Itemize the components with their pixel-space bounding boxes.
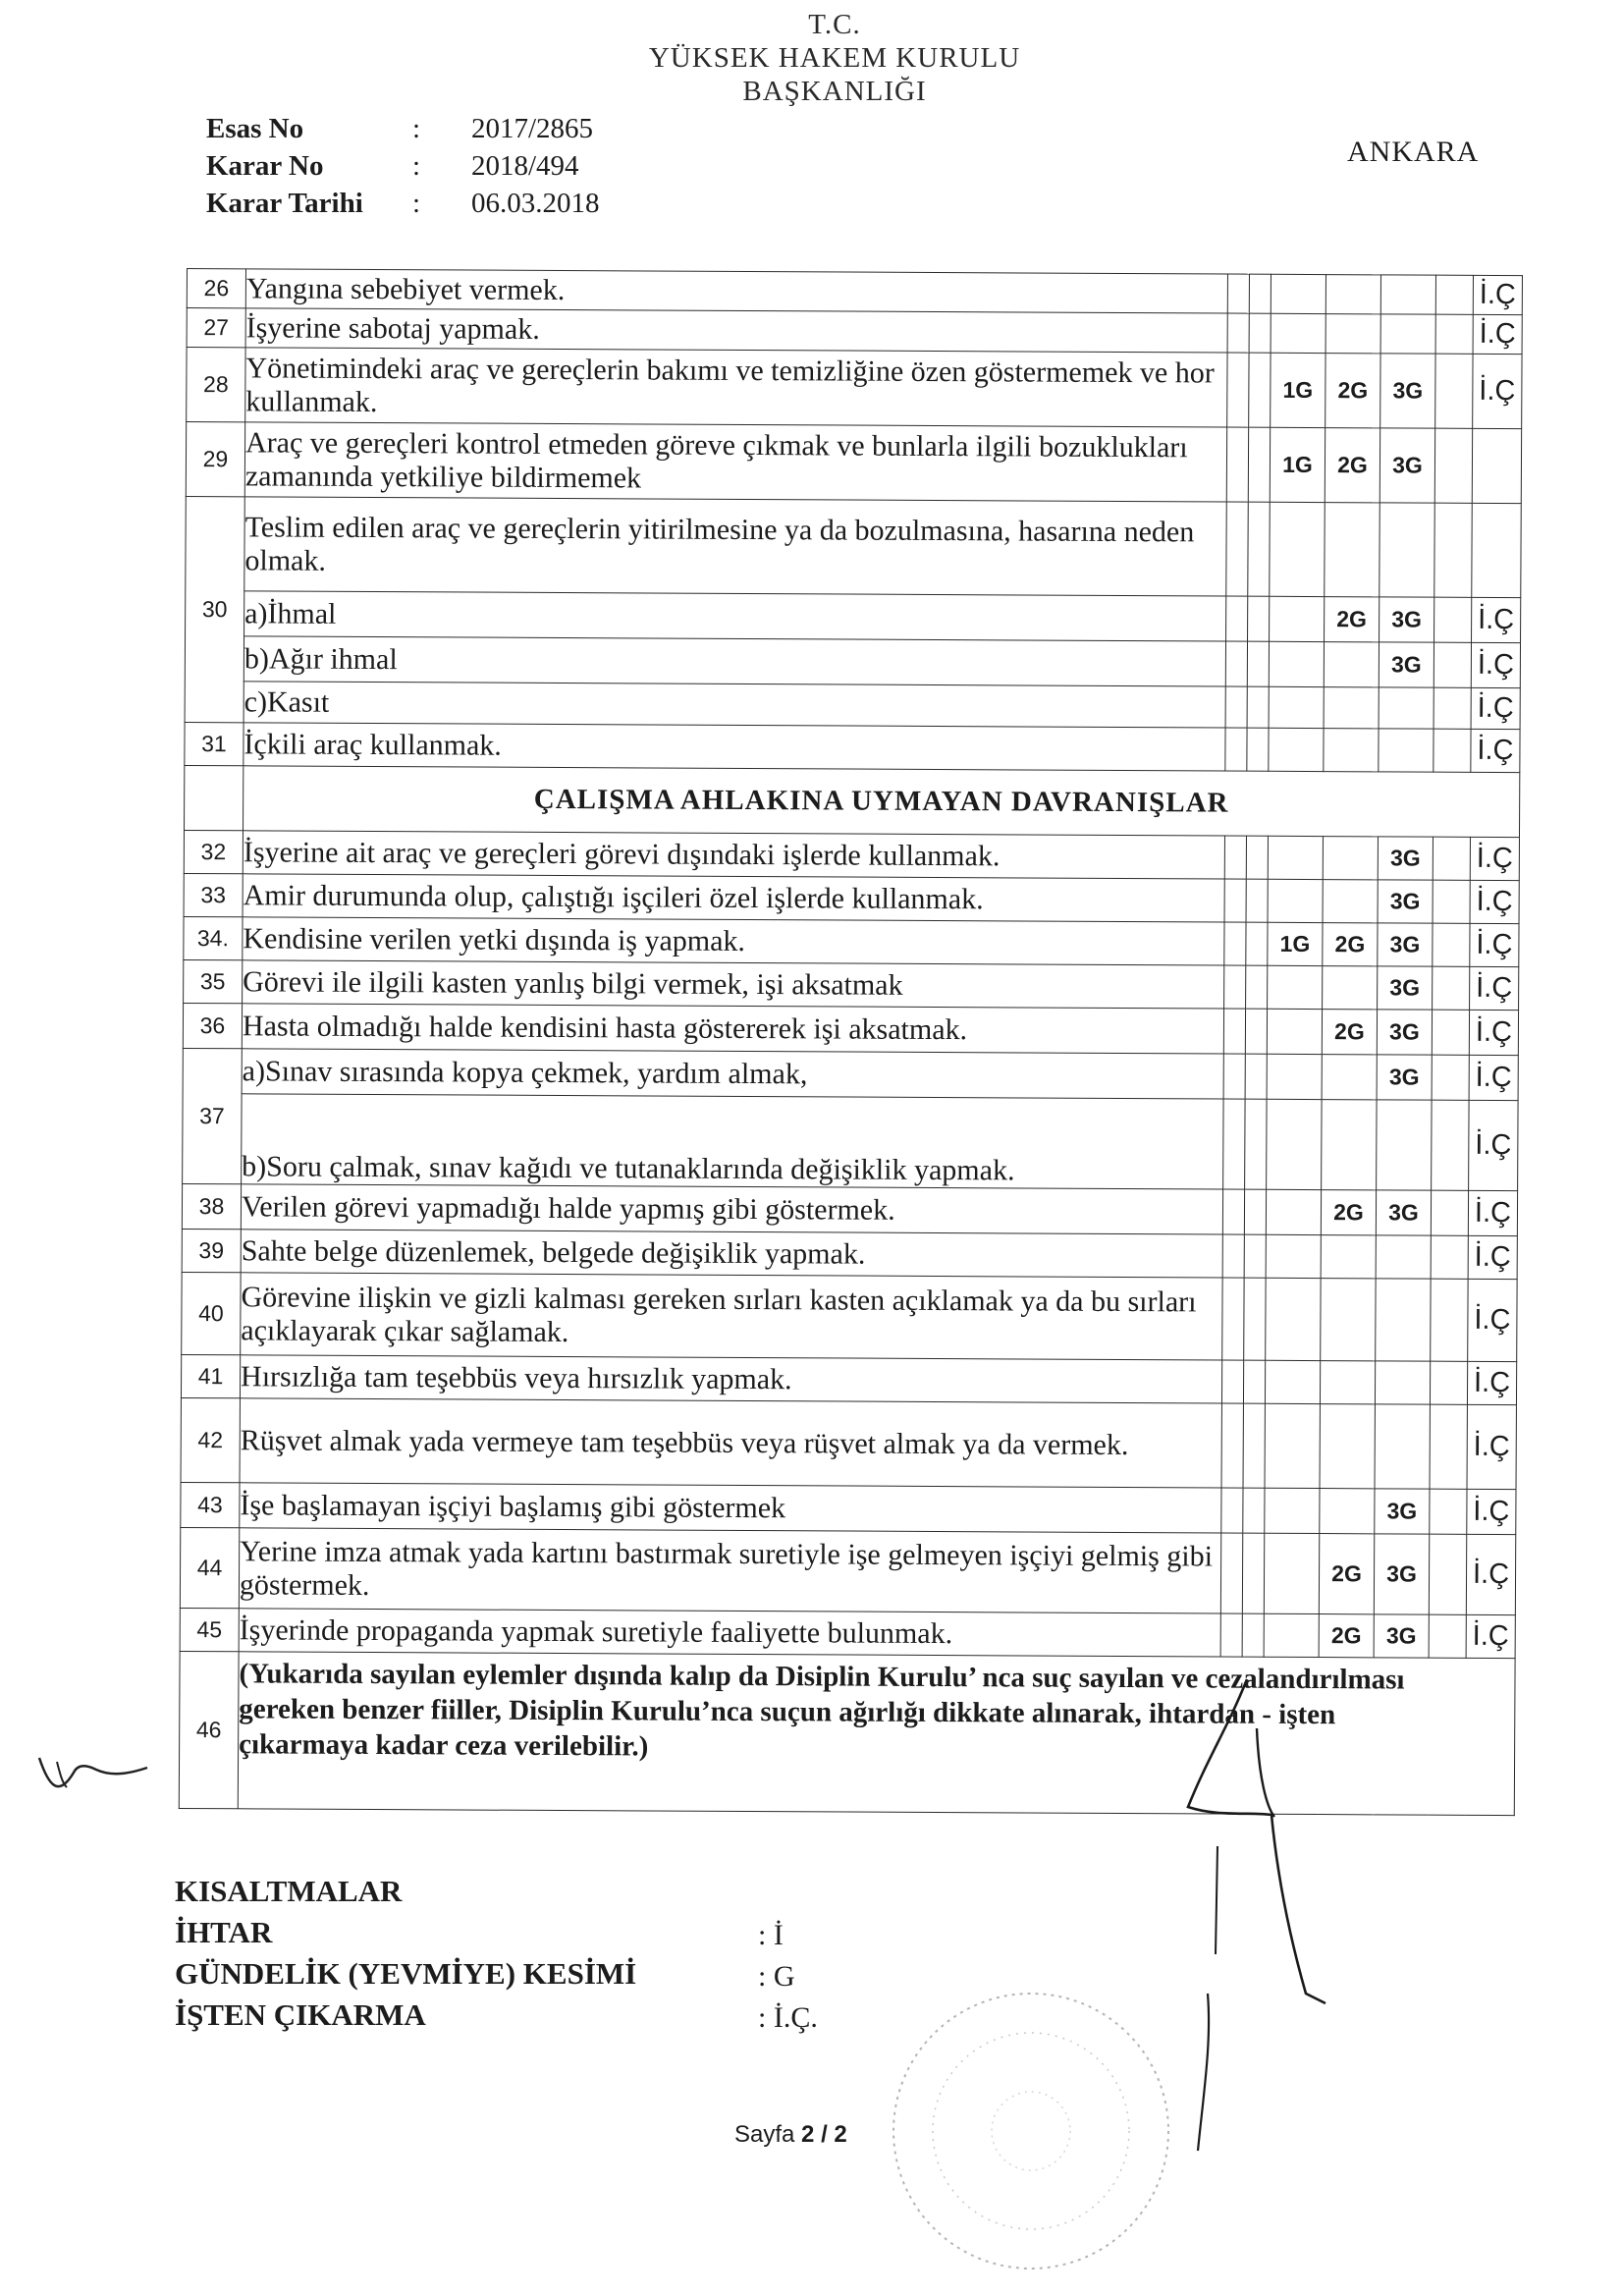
penalty-2g: 2G: [1325, 354, 1380, 428]
table-row: [182, 1183, 1517, 1235]
section-row: [185, 765, 1520, 837]
row-number: 41: [181, 1354, 240, 1397]
subitem-description: c)Kasıt: [243, 682, 1225, 728]
table-row: [181, 1482, 1516, 1534]
header-line-tc: T.C.: [808, 9, 861, 40]
meta-row-esas: [206, 110, 600, 147]
table-row: [181, 1354, 1516, 1404]
penalty-dismissal: İ.Ç: [1470, 837, 1519, 880]
penalty-dismissal: İ.Ç: [1471, 687, 1520, 729]
row-number: 27: [187, 308, 245, 348]
table-row: [185, 722, 1520, 772]
meta-colon: :: [412, 150, 421, 182]
row-number: 26: [187, 269, 245, 308]
table-row: [182, 1229, 1517, 1279]
meta-value: 06.03.2018: [471, 188, 600, 219]
penalty-2g: 2G: [1319, 1534, 1374, 1614]
table-row: [187, 269, 1522, 315]
subitem-description: b)Ağır ihmal: [243, 636, 1225, 686]
penalty-dismissal: İ.Ç: [1471, 729, 1520, 772]
table-row: [180, 1527, 1515, 1614]
penalty-dismissal: İ.Ç: [1473, 314, 1522, 354]
institution-header: [550, 8, 1119, 108]
row-number: 30: [185, 496, 244, 722]
penalty-dismissal: İ.Ç: [1467, 1404, 1516, 1489]
penalty-3g: 3G: [1378, 880, 1433, 923]
abbreviations-values: [758, 1915, 818, 2039]
row-description: Yönetimindeki araç ve gereçlerin bakımı ve temizliğine özen göstermemek ve hor kullanmak.: [245, 348, 1227, 427]
row-description: Hırsızlığa tam teşebbüs veya hırsızlık yapmak.: [240, 1355, 1221, 1403]
table-row: [184, 830, 1519, 880]
row-description: İşyerinde propaganda yapmak suretiyle faaliyette bulunmak.: [239, 1609, 1220, 1657]
row-description: Hasta olmadığı halde kendisini hasta göstererek işi aksatmak.: [242, 1004, 1223, 1054]
penalty-2g: 2G: [1325, 597, 1380, 642]
row-description: Verilen görevi yapmadığı halde yapmış gibi göstermek.: [241, 1184, 1222, 1234]
penalty-3g: 3G: [1380, 428, 1434, 503]
subitem-description: a)Sınav sırasında kopya çekmek, yardım almak,: [242, 1049, 1223, 1099]
case-meta: [206, 110, 600, 222]
penalty-3g: 3G: [1380, 597, 1434, 642]
penalty-dismissal: İ.Ç: [1472, 597, 1521, 642]
penalty-1g: 1G: [1268, 922, 1323, 965]
penalty-dismissal: İ.Ç: [1470, 923, 1519, 966]
abbreviations-labels: [175, 1871, 636, 2036]
table-row: [187, 308, 1522, 355]
row-number: 33: [184, 873, 243, 916]
row-number: 44: [180, 1527, 239, 1608]
abbreviations-title: KISALTMALAR: [175, 1874, 403, 1908]
abbreviation-label: İHTAR: [175, 1915, 273, 1949]
penalty-2g: 2G: [1321, 1190, 1376, 1235]
penalty-dismissal: İ.Ç: [1468, 1279, 1517, 1361]
table-row: [187, 348, 1522, 429]
penalty-dismissal: İ.Ç: [1473, 275, 1522, 314]
row-number: 43: [181, 1482, 240, 1527]
penalty-table: [179, 268, 1523, 1816]
row-number: 38: [182, 1183, 241, 1229]
row-description: Araç ve gereçleri kontrol etmeden göreve çıkmak ve bunlarla ilgili bozuklukları zamanında yetkiliye bildirmemek: [244, 422, 1226, 502]
penalty-3g: 3G: [1378, 837, 1433, 880]
row-number: 42: [181, 1397, 240, 1482]
page-prefix: Sayfa: [734, 2121, 802, 2148]
abbreviation-value: : İ: [758, 1919, 784, 1951]
penalty-1g: 1G: [1271, 353, 1325, 427]
meta-label: Karar Tarihi: [206, 188, 363, 219]
meta-row-karar: [206, 147, 600, 185]
official-stamp-icon: [874, 1974, 1188, 2288]
penalty-1g: 1G: [1270, 427, 1325, 502]
abbreviation-value: : İ.Ç.: [758, 2001, 818, 2034]
meta-value: 2018/494: [471, 150, 579, 182]
penalty-dismissal: İ.Ç: [1467, 1361, 1516, 1404]
row-description: Kendisine verilen yetki dışında iş yapmak.: [243, 917, 1224, 965]
row-description: Görevine ilişkin ve gizli kalması gereken sırları kasten açıklamak ya da bu sırları açıklayarak çıkar sağlamak.: [241, 1273, 1222, 1360]
penalty-3g: 3G: [1378, 966, 1433, 1010]
penalty-dismissal: İ.Ç: [1466, 1534, 1515, 1614]
row-description: Amir durumunda olup, çalıştığı işçileri özel işlerde kullanmak.: [243, 874, 1224, 922]
penalty-3g: 3G: [1377, 1055, 1432, 1100]
meta-label: Esas No: [206, 113, 304, 144]
penalty-3g: 3G: [1380, 354, 1435, 428]
row-description: Yangına sebebiyet vermek.: [245, 269, 1227, 313]
penalty-2g: 2G: [1325, 428, 1380, 503]
penalty-3g: 3G: [1374, 1614, 1429, 1658]
row-description: Teslim edilen araç ve gereçlerin yitirilmesine ya da bozulmasına, hasarına neden olmak.: [244, 497, 1226, 596]
table-subrow: [185, 635, 1520, 687]
table-row: [183, 1048, 1518, 1100]
row-number: 37: [183, 1048, 243, 1183]
penalty-2g: 2G: [1319, 1614, 1374, 1658]
table-row: [186, 496, 1521, 597]
abbreviation-value: : G: [758, 1960, 795, 1993]
row-number: 28: [187, 348, 245, 422]
row-number: 29: [186, 422, 244, 497]
row-number: 36: [183, 1003, 242, 1048]
penalty-dismissal: İ.Ç: [1469, 1100, 1518, 1190]
row-number: 32: [184, 830, 243, 873]
penalty-dismissal: İ.Ç: [1473, 354, 1522, 428]
row-description: Yerine imza atmak yada kartını bastırmak suretiyle işe gelmeyen işçiyi gelmiş gibi göstermek.: [239, 1528, 1220, 1613]
table-subrow: [185, 681, 1520, 729]
table-row: [181, 1397, 1516, 1489]
table-row: [184, 873, 1519, 923]
penalty-3g: 3G: [1377, 1010, 1432, 1055]
penalty-dismissal: İ.Ç: [1467, 1489, 1516, 1534]
penalty-dismissal: İ.Ç: [1470, 880, 1519, 923]
page-number: [734, 2121, 847, 2149]
row-description: İçkili araç kullanmak.: [243, 723, 1225, 771]
row-description: İşyerine sabotaj yapmak.: [245, 308, 1227, 353]
row-number: 45: [180, 1608, 239, 1651]
row-number: 34.: [184, 916, 243, 959]
meta-label: Karar No: [206, 150, 324, 182]
penalty-3g: 3G: [1379, 642, 1434, 687]
penalty-3g: 3G: [1375, 1489, 1430, 1534]
initial-signature-icon: [20, 1728, 157, 1807]
header-line-presidency: BAŞKANLIĞI: [742, 76, 927, 107]
page-current: 2: [801, 2121, 815, 2148]
penalty-3g: 3G: [1374, 1534, 1429, 1614]
table-row: [180, 1608, 1515, 1658]
penalty-dismissal: İ.Ç: [1471, 642, 1520, 687]
page-separator: /: [814, 2121, 835, 2148]
penalty-2g: 2G: [1323, 923, 1378, 966]
penalty-dismissal: İ.Ç: [1466, 1614, 1515, 1658]
row-description: İşe başlamayan işçiyi başlamış gibi göstermek: [240, 1483, 1221, 1533]
row-number: 39: [182, 1229, 241, 1272]
table-row: [186, 422, 1521, 504]
penalty-dismissal: İ.Ç: [1470, 966, 1519, 1010]
meta-value: 2017/2865: [471, 113, 594, 144]
row-number: 31: [185, 722, 243, 765]
penalty-3g: 3G: [1378, 923, 1433, 966]
penalty-3g: 3G: [1376, 1190, 1431, 1235]
table-row: [182, 1272, 1517, 1361]
meta-colon: :: [412, 188, 421, 219]
row-description: Sahte belge düzenlemek, belgede değişiklik yapmak.: [241, 1230, 1222, 1278]
subitem-description: a)İhmal: [244, 591, 1226, 641]
meta-colon: :: [412, 113, 421, 144]
penalty-dismissal: İ.Ç: [1469, 1010, 1518, 1055]
table-subrow: [183, 1093, 1518, 1190]
city-label: ANKARA: [1347, 136, 1480, 168]
row-description: (Yukarıda sayılan eylemler dışında kalıp da Disiplin Kurulu’ nca suç sayılan ve cezalandırılması gereken benzer fiiller, Disiplin Kurulu’nca suçun ağırlığı dikkate alınarak, ihtardan - işten çıkarmaya kadar ceza verilebilir.): [238, 1652, 1515, 1816]
row-number: 40: [182, 1272, 241, 1354]
table-row: [184, 916, 1519, 966]
penalty-dismissal: İ.Ç: [1468, 1235, 1517, 1279]
table-row: [183, 1003, 1518, 1055]
penalty-dismissal: İ.Ç: [1469, 1055, 1518, 1100]
header-line-institution: YÜKSEK HAKEM KURULU: [648, 42, 1021, 74]
section-title: ÇALIŞMA AHLAKINA UYMAYAN DAVRANIŞLAR: [243, 766, 1520, 838]
table-subrow: [186, 590, 1521, 642]
abbreviation-label: GÜNDELİK (YEVMİYE) KESİMİ: [175, 1956, 637, 1991]
penalty-2g: 2G: [1322, 1010, 1377, 1055]
abbreviation-label: İŞTEN ÇIKARMA: [175, 1997, 426, 2032]
table-row: [184, 959, 1519, 1010]
row-number: 35: [184, 959, 243, 1003]
row-description: Rüşvet almak yada vermeye tam teşebbüs veya rüşvet almak ya da vermek.: [240, 1398, 1221, 1488]
row-number: 46: [179, 1651, 239, 1808]
subitem-description: b)Soru çalmak, sınav kağıdı ve tutanaklarında değişiklik yapmak.: [242, 1094, 1223, 1189]
penalty-dismissal: İ.Ç: [1468, 1190, 1517, 1235]
meta-row-tarih: [206, 185, 600, 222]
row-description: Görevi ile ilgili kasten yanlış bilgi vermek, işi aksatmak: [243, 960, 1224, 1009]
page-total: 2: [834, 2121, 847, 2148]
row-description: İşyerine ait araç ve gereçleri görevi dışındaki işlerde kullanmak.: [243, 831, 1224, 879]
